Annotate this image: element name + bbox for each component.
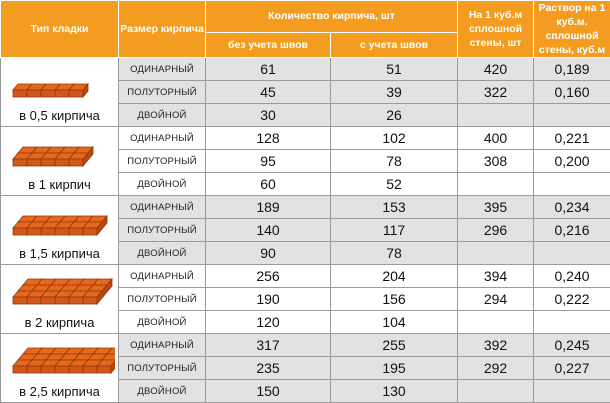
count-with-seams-cell: 255 xyxy=(331,334,458,357)
count-with-seams-cell: 78 xyxy=(331,150,458,173)
table-body xyxy=(1,58,610,403)
mortar-cell: 0,240 xyxy=(534,265,610,288)
count-without-seams-cell: 317 xyxy=(206,334,331,357)
count-with-seams-cell: 204 xyxy=(331,265,458,288)
brick-size-cell: ДВОЙНОЙ xyxy=(119,311,206,334)
masonry-type-half xyxy=(1,58,119,127)
per-cubic-meter-cell xyxy=(458,311,534,334)
brick-layout-icon xyxy=(5,336,115,380)
per-cubic-meter-cell: 296 xyxy=(458,219,534,242)
mortar-cell: 0,221 xyxy=(534,127,610,150)
count-without-seams-cell: 235 xyxy=(206,357,331,380)
brick-size-cell: ДВОЙНОЙ xyxy=(119,380,206,403)
masonry-type-label: в 1,5 кирпича xyxy=(1,246,118,261)
brick-size-cell: ОДИНАРНЫЙ xyxy=(119,334,206,357)
count-without-seams-cell: 120 xyxy=(206,311,331,334)
header-brick-size: Размер кирпича xyxy=(119,1,206,58)
per-cubic-meter-cell: 308 xyxy=(458,150,534,173)
brick-size-cell: ОДИНАРНЫЙ xyxy=(119,58,206,81)
count-without-seams-cell: 95 xyxy=(206,150,331,173)
mortar-cell: 0,216 xyxy=(534,219,610,242)
brick-size-cell: ПОЛУТОРНЫЙ xyxy=(119,357,206,380)
per-cubic-meter-cell: 394 xyxy=(458,265,534,288)
per-cubic-meter-cell: 292 xyxy=(458,357,534,380)
per-cubic-meter-cell: 420 xyxy=(458,58,534,81)
per-cubic-meter-cell: 392 xyxy=(458,334,534,357)
per-cubic-meter-cell: 400 xyxy=(458,127,534,150)
count-with-seams-cell: 195 xyxy=(331,357,458,380)
count-with-seams-cell: 104 xyxy=(331,311,458,334)
mortar-cell: 0,245 xyxy=(534,334,610,357)
count-without-seams-cell: 128 xyxy=(206,127,331,150)
count-with-seams-cell: 130 xyxy=(331,380,458,403)
table-row xyxy=(1,58,610,81)
brick-size-cell: ДВОЙНОЙ xyxy=(119,242,206,265)
brick-size-cell: ОДИНАРНЫЙ xyxy=(119,196,206,219)
count-without-seams-cell: 189 xyxy=(206,196,331,219)
count-with-seams-cell: 117 xyxy=(331,219,458,242)
count-with-seams-cell: 26 xyxy=(331,104,458,127)
masonry-type-two xyxy=(1,265,119,334)
brick-layout-icon xyxy=(5,60,115,104)
header-without-seams: без учета швов xyxy=(206,33,331,58)
count-without-seams-cell: 61 xyxy=(206,58,331,81)
brick-size-cell: ОДИНАРНЫЙ xyxy=(119,127,206,150)
per-cubic-meter-cell xyxy=(458,173,534,196)
header-per-cubic-meter: На 1 куб.м сплошной стены, шт xyxy=(458,1,534,58)
count-without-seams-cell: 140 xyxy=(206,219,331,242)
brick-size-cell: ДВОЙНОЙ xyxy=(119,173,206,196)
table-row xyxy=(1,265,610,288)
count-with-seams-cell: 102 xyxy=(331,127,458,150)
masonry-type-one xyxy=(1,127,119,196)
brick-size-cell: ОДИНАРНЫЙ xyxy=(119,265,206,288)
masonry-type-label: в 2 кирпича xyxy=(1,315,118,330)
per-cubic-meter-cell xyxy=(458,104,534,127)
per-cubic-meter-cell: 294 xyxy=(458,288,534,311)
count-without-seams-cell: 150 xyxy=(206,380,331,403)
header-row-top xyxy=(1,1,610,33)
header-masonry-type: Тип кладки xyxy=(1,1,119,58)
count-without-seams-cell: 190 xyxy=(206,288,331,311)
masonry-type-one-half xyxy=(1,196,119,265)
per-cubic-meter-cell: 322 xyxy=(458,81,534,104)
mortar-cell xyxy=(534,173,610,196)
table-row xyxy=(1,196,610,219)
mortar-cell: 0,160 xyxy=(534,81,610,104)
count-without-seams-cell: 90 xyxy=(206,242,331,265)
count-without-seams-cell: 256 xyxy=(206,265,331,288)
count-with-seams-cell: 39 xyxy=(331,81,458,104)
header-brick-count: Количество кирпича, шт xyxy=(206,1,458,33)
count-with-seams-cell: 153 xyxy=(331,196,458,219)
mortar-cell: 0,200 xyxy=(534,150,610,173)
count-without-seams-cell: 45 xyxy=(206,81,331,104)
mortar-cell: 0,222 xyxy=(534,288,610,311)
mortar-cell: 0,227 xyxy=(534,357,610,380)
mortar-cell: 0,189 xyxy=(534,58,610,81)
count-with-seams-cell: 51 xyxy=(331,58,458,81)
header-with-seams: с учета швов xyxy=(331,33,458,58)
brick-layout-icon xyxy=(5,267,115,311)
count-with-seams-cell: 52 xyxy=(331,173,458,196)
brick-size-cell: ПОЛУТОРНЫЙ xyxy=(119,150,206,173)
table-row xyxy=(1,127,610,150)
masonry-type-label: в 0,5 кирпича xyxy=(1,108,118,123)
per-cubic-meter-cell: 395 xyxy=(458,196,534,219)
brick-size-cell: ПОЛУТОРНЫЙ xyxy=(119,81,206,104)
table-row xyxy=(1,334,610,357)
count-with-seams-cell: 156 xyxy=(331,288,458,311)
per-cubic-meter-cell xyxy=(458,380,534,403)
mortar-cell xyxy=(534,242,610,265)
header-mortar: Раствор на 1 куб.м. сплошной стены, куб.м xyxy=(534,1,610,58)
count-with-seams-cell: 78 xyxy=(331,242,458,265)
brick-layout-icon xyxy=(5,129,115,173)
mortar-cell: 0,234 xyxy=(534,196,610,219)
masonry-type-two-half xyxy=(1,334,119,403)
count-without-seams-cell: 30 xyxy=(206,104,331,127)
mortar-cell xyxy=(534,380,610,403)
brick-layout-icon xyxy=(5,198,115,242)
mortar-cell xyxy=(534,104,610,127)
per-cubic-meter-cell xyxy=(458,242,534,265)
brick-size-cell: ПОЛУТОРНЫЙ xyxy=(119,288,206,311)
brick-size-cell: ПОЛУТОРНЫЙ xyxy=(119,219,206,242)
masonry-type-label: в 2,5 кирпича xyxy=(1,384,118,399)
count-without-seams-cell: 60 xyxy=(206,173,331,196)
masonry-type-label: в 1 кирпич xyxy=(1,177,118,192)
brick-size-cell: ДВОЙНОЙ xyxy=(119,104,206,127)
mortar-cell xyxy=(534,311,610,334)
